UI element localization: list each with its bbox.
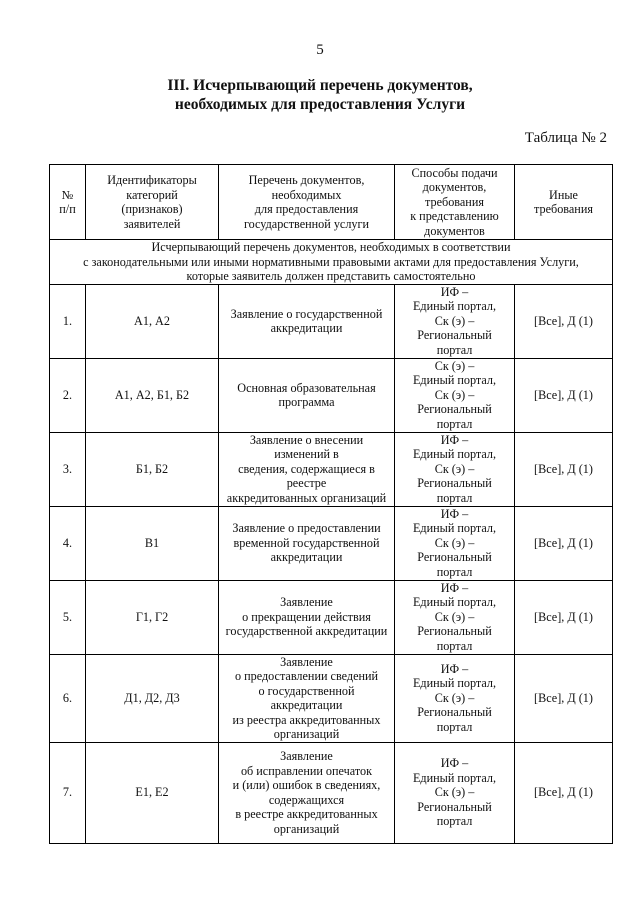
row-applicant-ids: Д1, Д2, Д3 (86, 654, 219, 742)
row-number: 2. (50, 358, 86, 432)
row-number: 1. (50, 284, 86, 358)
row-submission-method: ИФ – Единый портал, Ск (э) – Региональный портал (395, 654, 515, 742)
row-number: 7. (50, 742, 86, 843)
row-document: Заявление об исправлении опечаток и (или) ошибок в сведениях, содержащихся в реестре аккредитованных организаций (219, 742, 395, 843)
table-row (50, 654, 613, 742)
row-submission-method: ИФ – Единый портал, Ск (э) – Региональный портал (395, 580, 515, 654)
section-title: Исчерпывающий перечень документов, необходимых в соответствии с законодательными или иными нормативными правовыми актами для предоставления Услуги, которые заявитель должен представить самостоятельно (50, 240, 613, 285)
row-applicant-ids: Е1, Е2 (86, 742, 219, 843)
header-document-list: Перечень документов, необходимых для предоставления государственной услуги (219, 165, 395, 240)
row-other-requirements: [Все], Д (1) (515, 742, 613, 843)
row-applicant-ids: А1, А2, Б1, Б2 (86, 358, 219, 432)
row-applicant-ids: А1, А2 (86, 284, 219, 358)
section-heading (0, 76, 640, 114)
row-document: Заявление о прекращении действия государственной аккредитации (219, 580, 395, 654)
table-row (50, 506, 613, 580)
row-other-requirements: [Все], Д (1) (515, 654, 613, 742)
row-document: Заявление о внесении изменений в сведения, содержащиеся в реестре аккредитованных организаций (219, 432, 395, 506)
table-row (50, 358, 613, 432)
table-row (50, 742, 613, 843)
header-other-requirements: Иные требования (515, 165, 613, 240)
header-number: № п/п (50, 165, 86, 240)
row-other-requirements: [Все], Д (1) (515, 580, 613, 654)
header-submission-methods: Способы подачи документов, требования к представлению документов (395, 165, 515, 240)
table-header-row (50, 165, 613, 240)
row-applicant-ids: Б1, Б2 (86, 432, 219, 506)
row-submission-method: ИФ – Единый портал, Ск (э) – Региональный портал (395, 284, 515, 358)
row-applicant-ids: Г1, Г2 (86, 580, 219, 654)
row-other-requirements: [Все], Д (1) (515, 358, 613, 432)
row-number: 4. (50, 506, 86, 580)
table-row (50, 580, 613, 654)
row-other-requirements: [Все], Д (1) (515, 432, 613, 506)
row-submission-method: Ск (э) – Единый портал, Ск (э) – Региональный портал (395, 358, 515, 432)
row-submission-method: ИФ – Единый портал, Ск (э) – Региональный портал (395, 432, 515, 506)
heading-line-2: необходимых для предоставления Услуги (174, 96, 466, 113)
row-other-requirements: [Все], Д (1) (515, 284, 613, 358)
page-number: 5 (316, 42, 324, 58)
row-document: Заявление о предоставлении сведений о государственной аккредитации из реестра аккредитованных организаций (219, 654, 395, 742)
table-caption: Таблица № 2 (524, 130, 607, 146)
row-document: Заявление о государственной аккредитации (219, 284, 395, 358)
table-row (50, 432, 613, 506)
row-number: 6. (50, 654, 86, 742)
row-number: 5. (50, 580, 86, 654)
row-submission-method: ИФ – Единый портал, Ск (э) – Региональный портал (395, 742, 515, 843)
row-applicant-ids: В1 (86, 506, 219, 580)
table-row (50, 284, 613, 358)
heading-line-1: III. Исчерпывающий перечень документов, (167, 77, 473, 94)
table-section-row (50, 240, 613, 285)
row-submission-method: ИФ – Единый портал, Ск (э) – Региональный портал (395, 506, 515, 580)
row-document: Основная образовательная программа (219, 358, 395, 432)
row-number: 3. (50, 432, 86, 506)
row-document: Заявление о предоставлении временной государственной аккредитации (219, 506, 395, 580)
header-applicant-ids: Идентификаторы категорий (признаков) заявителей (86, 165, 219, 240)
documents-table (49, 164, 613, 844)
row-other-requirements: [Все], Д (1) (515, 506, 613, 580)
